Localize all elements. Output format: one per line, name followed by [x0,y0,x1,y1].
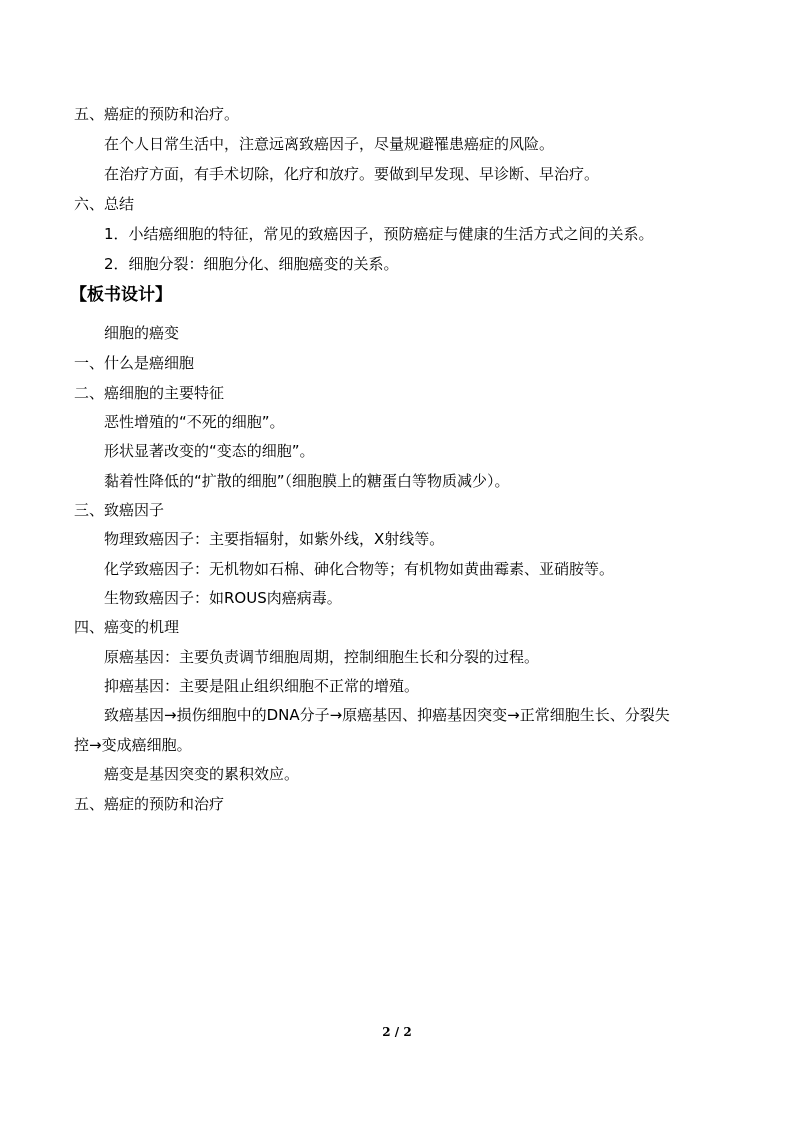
paragraph: 在治疗方面，有手术切除，化疗和放疗。要做到早发现、早诊断、早治疗。 [104,165,600,183]
board-section-4: 四、癌变的机理 [74,618,180,636]
paragraph: 原癌基因：主要负责调节细胞周期，控制细胞生长和分裂的过程。 [104,648,540,666]
paragraph: 致癌基因→损伤细胞中的DNA分子→原癌基因、抑癌基因突变→正常细胞生长、分裂失 [104,706,670,724]
board-section-1: 一、什么是癌细胞 [74,354,195,372]
paragraph: 在个人日常生活中，注意远离致癌因子，尽量规避罹患癌症的风险。 [104,135,555,153]
paragraph: 化学致癌因子：无机物如石棉、砷化合物等；有机物如黄曲霉素、亚硝胺等。 [104,560,615,578]
summary-item-1: 1．小结癌细胞的特征，常见的致癌因子，预防癌症与健康的生活方式之间的关系。 [104,225,654,243]
board-section-5: 五、癌症的预防和治疗 [74,795,225,813]
paragraph: 形状显著改变的“变态的细胞”。 [104,442,315,460]
paragraph: 恶性增殖的“不死的细胞”。 [104,413,285,431]
paragraph: 癌变是基因突变的累积效应。 [104,765,300,783]
page-number: 2 / 2 [382,1025,412,1039]
board-design-heading: 【板书设计】 [70,285,172,305]
section-heading-prevention: 五、癌症的预防和治疗。 [74,105,240,123]
paragraph-continuation: 控→变成癌细胞。 [74,736,192,754]
board-title: 细胞的癌变 [104,324,180,342]
paragraph: 生物致癌因子：如ROUS肉癌病毒。 [104,589,342,607]
summary-item-2: 2．细胞分裂：细胞分化、细胞癌变的关系。 [104,255,399,273]
section-heading-summary: 六、总结 [74,195,135,213]
paragraph: 物理致癌因子：主要指辐射，如紫外线，X射线等。 [104,530,445,548]
board-section-3: 三、致癌因子 [74,501,165,519]
paragraph: 黏着性降低的“扩散的细胞”（细胞膜上的糖蛋白等物质减少）。 [104,472,510,490]
board-section-2: 二、癌细胞的主要特征 [74,384,225,402]
paragraph: 抑癌基因：主要是阻止组织细胞不正常的增殖。 [104,677,420,695]
